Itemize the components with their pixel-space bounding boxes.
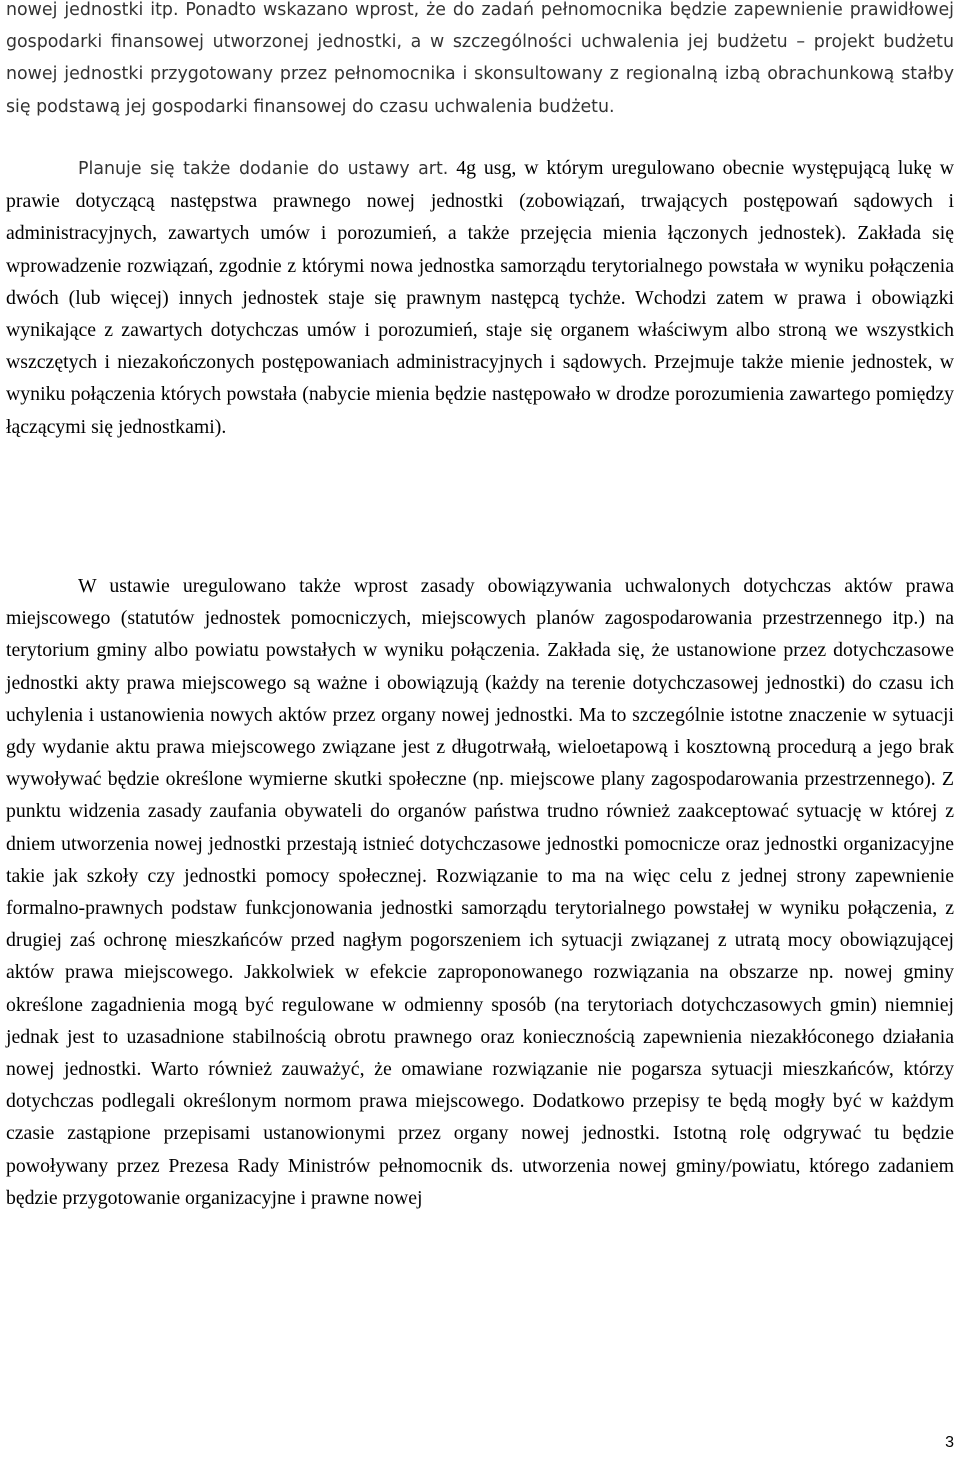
document-page: [6, 0, 954, 1460]
page-number: 3: [945, 1434, 954, 1451]
paragraph-1: nowej jednostki itp. Ponadto wskazano wprost, że do zadań pełnomocnika będzie zapewnienie prawidłowej gospodarki finansowej utworzonej jednostki, a w szczególności uchwalenia jej budżetu – projekt budżetu nowej jednostki przygotowany przez pełnomocnika i skonsultowany z regionalną izbą obrachunkową stałby się podstawą jej gospodarki finansowej do czasu uchwalenia budżetu.: [6, 0, 954, 117]
paragraph-2-part-1: Planuje się także dodanie do ustawy art.: [78, 159, 449, 179]
paragraph-2: [6, 152, 954, 443]
paragraph-2-part-3: Zakłada się wprowadzenie rozwiązań, zgodnie z którymi nowa jednostka samorządu terytorialnego powstała w wyniku połączenia dwóch (lub więcej) innych jednostek staje się prawnym następcą tychże. Wchodzi zatem w prawa i obowiązki wynikające z zawartych dotychczas umów i porozumień, staje się organem właściwym albo stroną we wszystkich wszczętych i niezakończonych postępowaniach administracyjnych i sądowych. Przejmuje także mienie jednostek, w wyniku połączenia których powstała (nabycie mienia będzie następowało w drodze porozumienia zawartego pomiędzy łączącymi się jednostkami).: [6, 222, 954, 438]
paragraph-3: W ustawie uregulowano także wprost zasady obowiązywania uchwalonych dotychczas aktów prawa miejscowego (statutów jednostek pomocniczych, miejscowych planów zagospodarowania przestrzennego itp.) na terytorium gminy albo powiatu powstałych w wyniku połączenia. Zakłada się, że ustanowione przez dotychczasowe jednostki akty prawa miejscowego są ważne i obowiązują (każdy na terenie dotychczasowej jednostki) do czasu ich uchylenia i ustanowienia nowych aktów przez organy nowej jednostki. Ma to szczególnie istotne znaczenie w sytuacji gdy wydanie aktu prawa miejscowego związane jest z długotrwałą, wieloetapową i kosztowną procedurą a jego brak wywoływać będzie określone wymierne skutki społeczne (np. miejscowe plany zagospodarowania przestrzennego). Z punktu widzenia zasady zaufania obywateli do organów państwa trudno również zaakceptować sytuację w której z dniem utworzenia nowej jednostki przestają istnieć dotychczasowe jednostki pomocnicze oraz jednostki organizacyjne takie jak szkoły czy jednostki pomocy społecznej. Rozwiązanie to ma na więc celu z jednej strony zapewnienie formalno-prawnych podstaw funkcjonowania jednostki samorządu terytorialnego powstałej w wyniku połączenia, z drugiej zaś ochronę mieszkańców przed nagłym pogorszeniem ich sytuacji związanej z utratą mocy obowiązującej aktów prawa miejscowego. Jakkolwiek w efekcie zaproponowanego rozwiązania na obszarze np. nowej gminy określone zagadnienia mogą być regulowane w odmienny sposób (na terytoriach dotychczasowych gmin) niemniej jednak jest to uzasadnione stabilnością obrotu prawnego oraz koniecznością zapewnienia niezakłóconego działania nowej jednostki. Warto również zauważyć, że omawiane rozwiązanie nie pogarsza sytuacji mieszkańców, którzy dotychczas podlegali określonym normom prawa miejscowego. Dodatkowo przepisy te będą mogły być w każdym czasie zastąpione przepisami ustanowionymi przez organy nowej jednostki. Istotną rolę odgrywać tu będzie powoływany przez Prezesa Rady Ministrów pełnomocnik ds. utworzenia nowej gminy/powiatu, którego zadaniem będzie przygotowanie organizacyjne i prawne nowej: [6, 575, 954, 1209]
paragraph-2-part-2: 4g usg, w którym uregulowano obecnie występującą lukę w prawie dotyczącą następstwa prawnego nowej jednostki (zobowiązań, trwających postępowań sądowych i administracyjnych, zawartych umów i porozumień, a także przejęcia mienia łączonych jednostek).: [6, 157, 954, 245]
